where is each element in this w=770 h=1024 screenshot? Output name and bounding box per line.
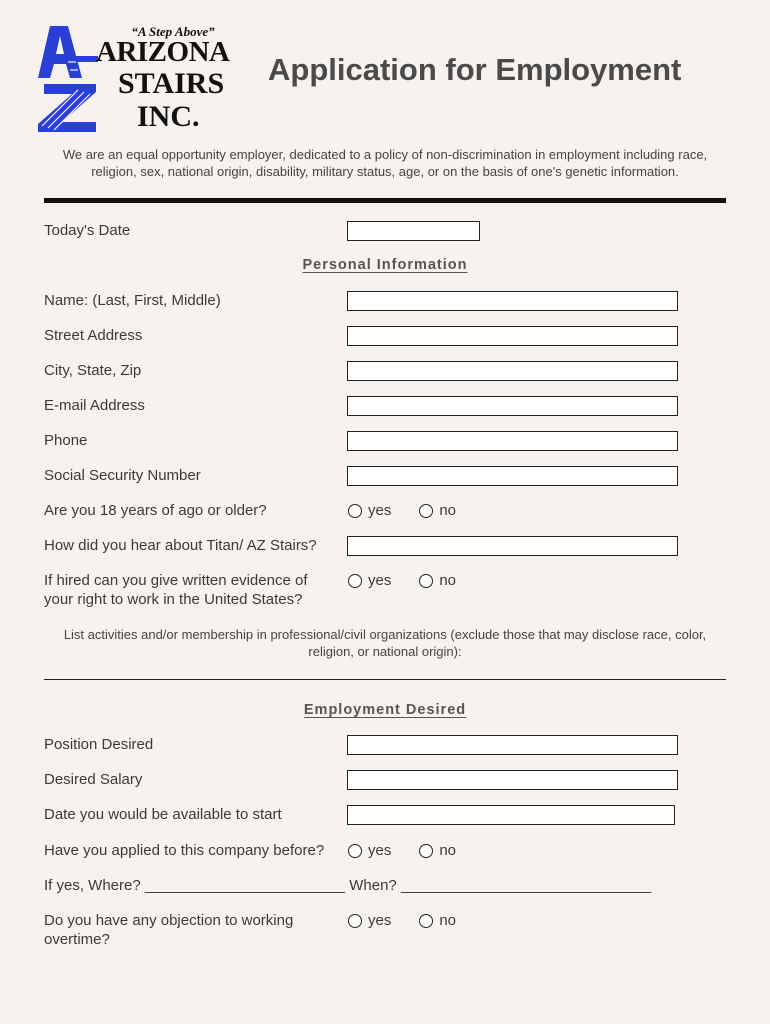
overtime-label-line1: Do you have any objection to working	[44, 912, 294, 929]
desired-salary-label: Desired Salary	[44, 771, 143, 788]
applied-before-no-radio[interactable]	[419, 844, 433, 858]
name-label: Name: (Last, First, Middle)	[44, 292, 221, 309]
todays-date-field[interactable]	[347, 221, 480, 241]
age-no-radio[interactable]	[419, 504, 433, 518]
az-logo-icon	[38, 26, 98, 132]
overtime-yes-radio[interactable]	[348, 914, 362, 928]
work-right-yes-option[interactable]	[348, 572, 391, 589]
logo-word-stairs: STAIRS	[118, 67, 225, 100]
work-right-label-line1: If hired can you give written evidence of	[44, 572, 308, 589]
logo-word-inc: INC.	[137, 100, 200, 133]
position-desired-label: Position Desired	[44, 736, 154, 753]
ssn-label: Social Security Number	[44, 467, 201, 484]
overtime-yes-option[interactable]	[348, 912, 391, 929]
overtime-label-line2: overtime?	[44, 931, 110, 948]
city-state-zip-label: City, State, Zip	[44, 362, 142, 379]
position-desired-field[interactable]	[347, 735, 678, 755]
applied-before-yes-radio[interactable]	[348, 844, 362, 858]
age-yes-radio[interactable]	[348, 504, 362, 518]
city-state-zip-field[interactable]	[347, 361, 678, 381]
if-yes-where-line[interactable]: If yes, Where? ________________________ When? ______________________________	[44, 877, 652, 894]
age-yes-label: yes	[368, 502, 392, 519]
name-field[interactable]	[347, 291, 678, 311]
applied-before-yes-option[interactable]	[348, 842, 391, 859]
logo-tagline: “A Step Above”	[131, 24, 215, 39]
start-date-field[interactable]	[347, 805, 675, 825]
work-right-yes-radio[interactable]	[348, 574, 362, 588]
work-right-no-radio[interactable]	[419, 574, 433, 588]
start-date-label: Date you would be available to start	[44, 806, 282, 823]
age-yes-option[interactable]	[348, 502, 391, 519]
organizations-answer-line[interactable]	[44, 679, 726, 680]
applied-before-no-label: no	[439, 842, 457, 859]
work-right-label-line2: your right to work in the United States?	[44, 591, 303, 608]
age-question-label: Are you 18 years of ago or older?	[44, 502, 267, 519]
street-address-label: Street Address	[44, 327, 143, 344]
section-title-employment-text: Employment Desired	[303, 702, 467, 718]
applied-before-no-option[interactable]	[419, 842, 456, 859]
eeo-statement: We are an equal opportunity employer, dedicated to a policy of non-discrimination in employment including race, religion, sex, national origin, disability, military status, age, or on the basis of one's genetic information.	[62, 147, 708, 179]
section-title-personal-text: Personal Information	[302, 257, 468, 273]
applied-before-label: Have you applied to this company before?	[44, 842, 325, 859]
applied-before-radio-group	[348, 842, 456, 859]
overtime-radio-group	[348, 912, 456, 929]
overtime-no-radio[interactable]	[419, 914, 433, 928]
street-address-field[interactable]	[347, 326, 678, 346]
organizations-note: List activities and/or membership in professional/civil organizations (exclude those that may disclose race, color, religion, or national origin):	[63, 627, 707, 659]
overtime-no-option[interactable]	[419, 912, 456, 929]
work-right-no-option[interactable]	[419, 572, 456, 589]
section-title-employment	[44, 702, 726, 718]
applied-before-yes-label: yes	[368, 842, 392, 859]
work-right-radio-group	[348, 572, 456, 589]
page-title: Application for Employment	[268, 52, 682, 87]
todays-date-label: Today's Date	[44, 222, 131, 239]
age-no-label: no	[439, 502, 457, 519]
phone-label: Phone	[44, 432, 88, 449]
ssn-field[interactable]	[347, 466, 678, 486]
email-label: E-mail Address	[44, 397, 145, 414]
section-title-personal	[44, 257, 726, 273]
overtime-no-label: no	[439, 912, 457, 929]
work-right-yes-label: yes	[368, 572, 392, 589]
age-radio-group	[348, 502, 456, 519]
overtime-yes-label: yes	[368, 912, 392, 929]
logo-word-arizona: ARIZONA	[96, 36, 230, 68]
phone-field[interactable]	[347, 431, 678, 451]
email-field[interactable]	[347, 396, 678, 416]
hear-about-label: How did you hear about Titan/ AZ Stairs?	[44, 537, 317, 554]
hear-about-field[interactable]	[347, 536, 678, 556]
header-divider	[44, 198, 726, 203]
age-no-option[interactable]	[419, 502, 456, 519]
work-right-no-label: no	[439, 572, 457, 589]
desired-salary-field[interactable]	[347, 770, 678, 790]
